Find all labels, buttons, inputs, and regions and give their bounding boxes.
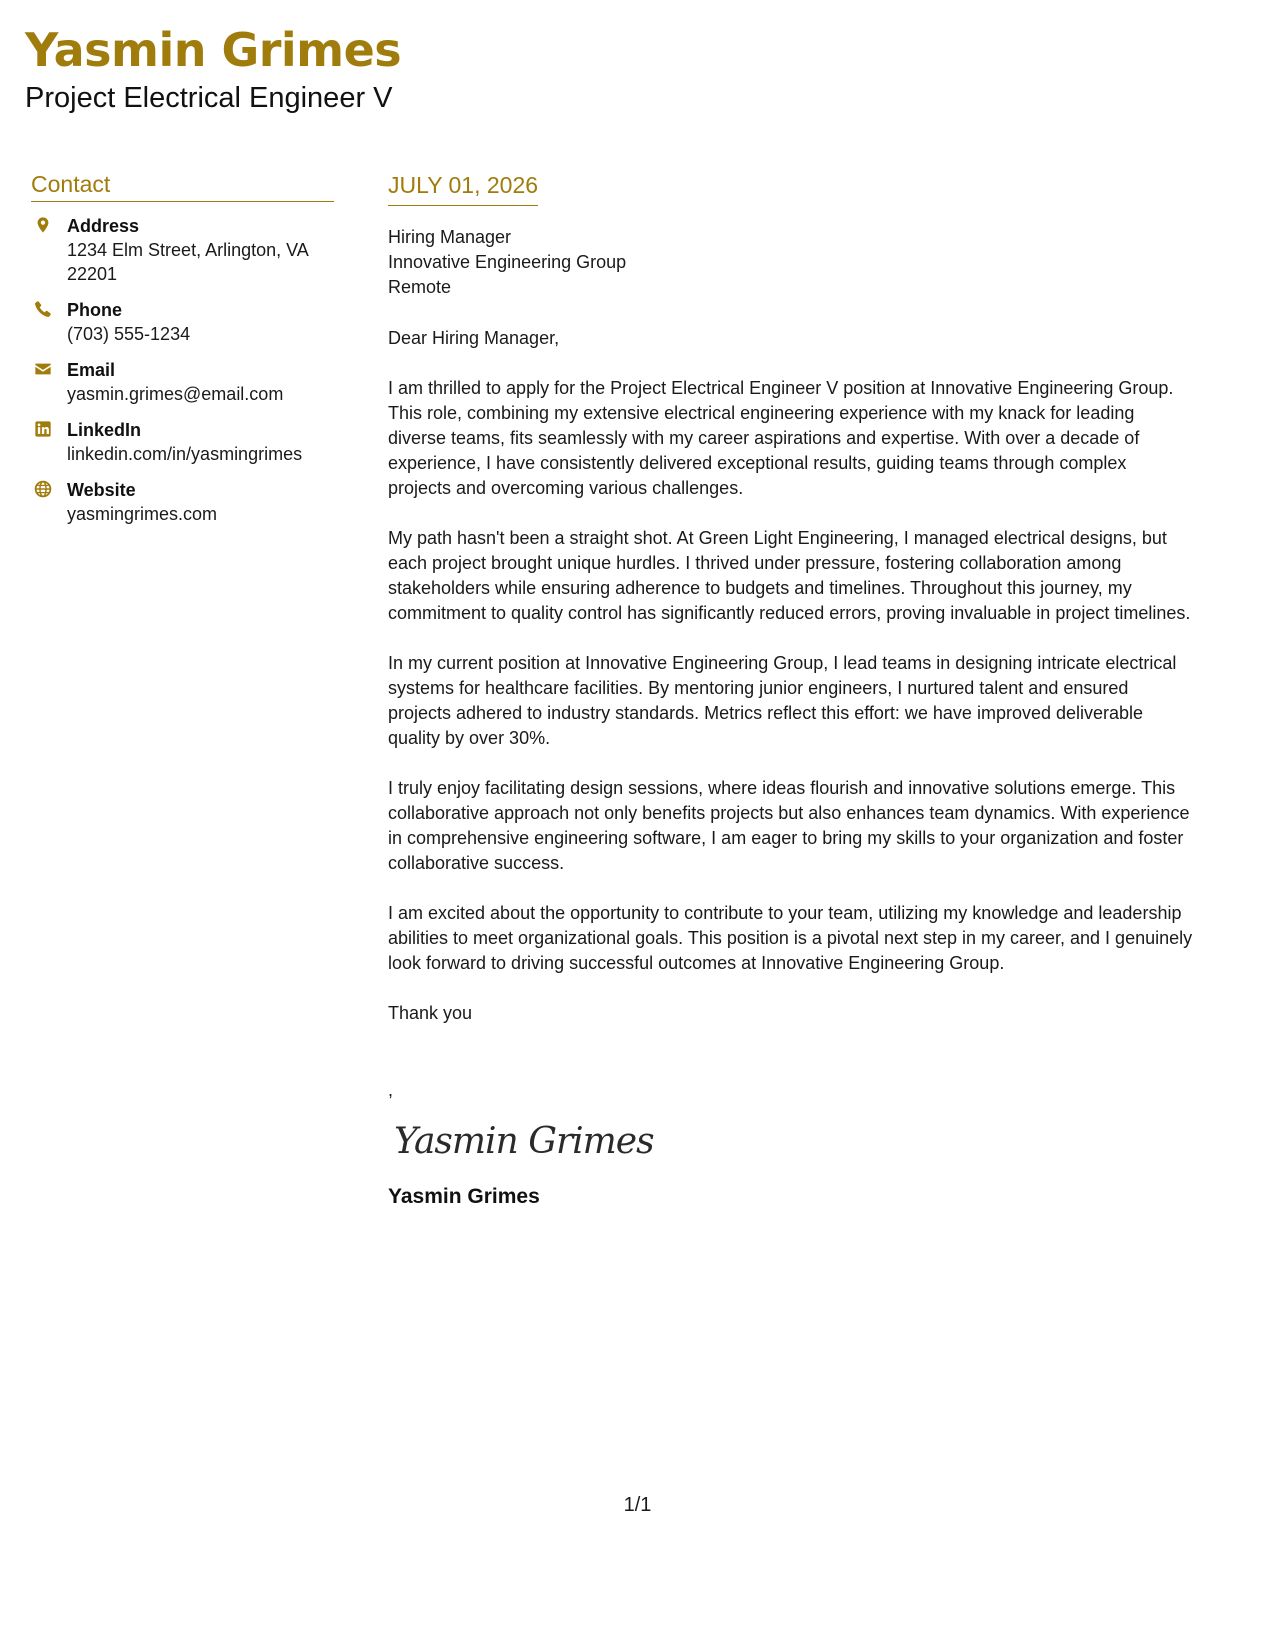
contact-list xyxy=(31,214,334,526)
contact-item-linkedin xyxy=(31,418,334,466)
letter-paragraph-5: I am excited about the opportunity to contribute to your team, utilizing my knowledge and leadership abilities to meet organizational goals. This position is a pivotal next step in my career, and I genuinely look forward to driving successful outcomes at Innovative Engineering Group. xyxy=(388,903,1193,973)
contact-label-phone: Phone xyxy=(67,300,123,320)
phone-icon xyxy=(33,299,53,319)
contact-value-website[interactable]: yasmingrimes.com xyxy=(67,504,218,524)
contact-item-website xyxy=(31,478,334,526)
contact-label-email: Email xyxy=(67,360,116,380)
applicant-job-title: Project Electrical Engineer V xyxy=(25,82,393,114)
recipient-block xyxy=(388,225,1193,300)
contact-label-address: Address xyxy=(67,216,140,236)
contact-value-linkedin[interactable]: linkedin.com/in/yasmingrimes xyxy=(67,444,303,464)
letter-paragraph-2: My path hasn't been a straight shot. At Green Light Engineering, I managed electrical designs, but each project brought unique hurdles. I thrived under pressure, fostering collaboration among stakeholders while ensuring adherence to budgets and timelines. Throughout this journey, my commitment to quality control has significantly reduced errors, proving invaluable in project timelines. xyxy=(388,528,1191,623)
contact-value-phone: (703) 555-1234 xyxy=(67,324,191,344)
applicant-name: Yasmin Grimes xyxy=(25,23,402,77)
signer-name: Yasmin Grimes xyxy=(388,1185,540,1208)
letter-date: JULY 01, 2026 xyxy=(388,170,538,206)
recipient-location: Remote xyxy=(388,277,452,297)
recipient-company: Innovative Engineering Group xyxy=(388,252,627,272)
closing-comma: , xyxy=(388,1080,394,1100)
page-number: 1/1 xyxy=(623,1494,652,1516)
contact-value-email[interactable]: yasmin.grimes@email.com xyxy=(67,384,284,404)
contact-item-address xyxy=(31,214,334,286)
letter-paragraph-4: I truly enjoy facilitating design sessions, where ideas flourish and innovative solutions emerge. This collaborative approach not only benefits projects but also enhances team dynamics. With experience in comprehensive engineering software, I am eager to bring my skills to your organization and foster collaborative success. xyxy=(388,778,1190,873)
closing-line: Thank you xyxy=(388,1003,473,1023)
linkedin-icon xyxy=(33,419,53,439)
handwritten-signature: Yasmin Grimes xyxy=(394,1121,654,1162)
salutation: Dear Hiring Manager, xyxy=(388,328,560,348)
globe-icon xyxy=(33,479,53,499)
letter-paragraph-3: In my current position at Innovative Engineering Group, I lead teams in designing intricate electrical systems for healthcare facilities. By mentoring junior engineers, I nurtured talent and ensured projects adhered to industry standards. Metrics reflect this effort: we have improved deliverable quality by over 30%. xyxy=(388,653,1177,748)
contact-value-address: 1234 Elm Street, Arlington, VA 22201 xyxy=(67,240,308,284)
letter-body xyxy=(388,170,1193,1211)
contact-heading: Contact xyxy=(31,170,334,202)
contact-sidebar xyxy=(31,170,334,538)
letter-paragraph-1: I am thrilled to apply for the Project Electrical Engineer V position at Innovative Engineering Group. This role, combining my extensive electrical engineering experience with my knack for leading diverse teams, fits seamlessly with my career aspirations and expertise. With over a decade of experience, I have consistently delivered exceptional results, guiding teams through complex projects and overcoming various challenges. xyxy=(388,378,1174,498)
map-pin-icon xyxy=(33,215,53,235)
contact-item-phone xyxy=(31,298,334,346)
contact-label-linkedin: LinkedIn xyxy=(67,420,142,440)
recipient-name: Hiring Manager xyxy=(388,227,512,247)
envelope-icon xyxy=(33,359,53,379)
contact-label-website: Website xyxy=(67,480,136,500)
contact-item-email xyxy=(31,358,334,406)
